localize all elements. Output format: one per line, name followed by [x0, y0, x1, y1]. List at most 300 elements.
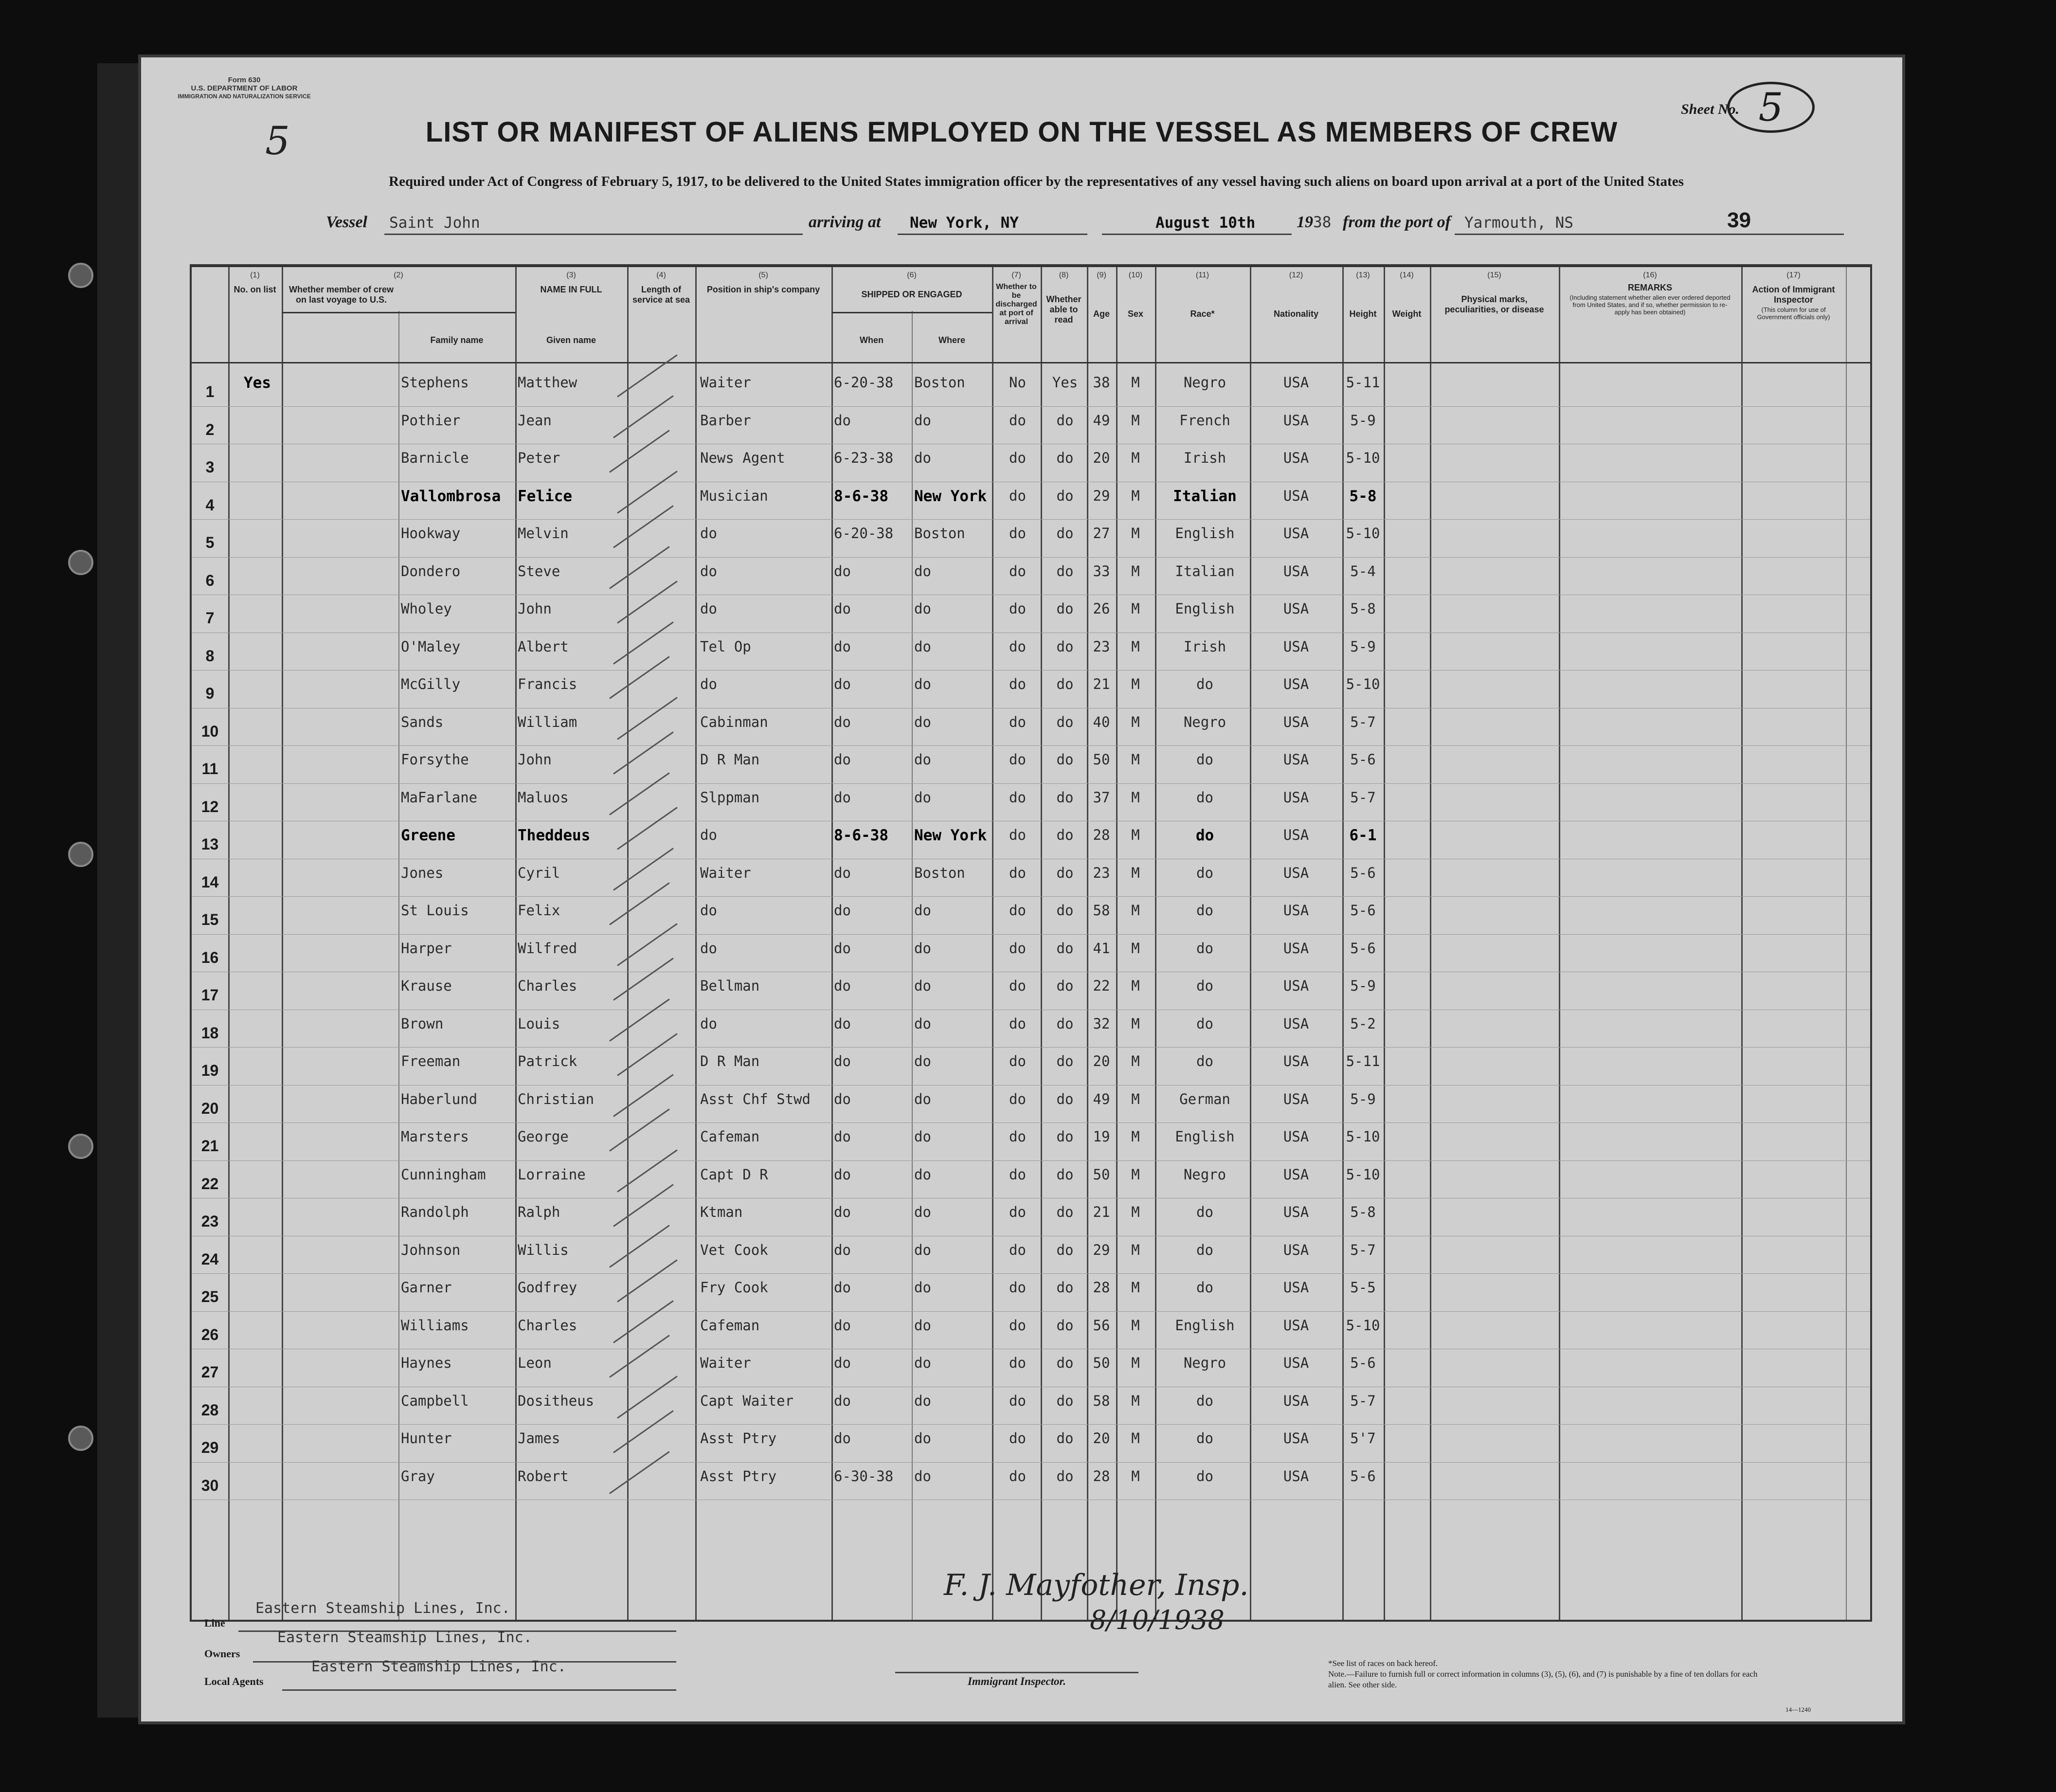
cell-given-name: Dositheus — [518, 1392, 595, 1409]
cell-discharged: do — [1009, 1430, 1026, 1447]
cell-sex: M — [1131, 1430, 1140, 1447]
cell-nationality: USA — [1283, 902, 1309, 919]
cell-race: Italian — [1173, 487, 1237, 505]
cell-race: English — [1175, 600, 1235, 617]
cell-position: Tel Op — [700, 638, 751, 655]
cell-given-name: Steve — [518, 562, 560, 579]
cell-row-number: 29 — [201, 1439, 219, 1456]
cell-sex: M — [1131, 827, 1140, 843]
cell-shipped-where: do — [914, 676, 931, 692]
cell-row-number: 11 — [201, 760, 218, 778]
cell-position: Waiter — [700, 1355, 751, 1371]
cell-row-number: 22 — [201, 1175, 219, 1193]
cell-sex: M — [1131, 600, 1140, 617]
cell-sex: M — [1131, 525, 1140, 542]
cell-row-number: 24 — [201, 1250, 219, 1268]
cell-shipped-when: do — [834, 1015, 851, 1032]
cell-age: 22 — [1093, 977, 1110, 994]
cell-shipped-where: do — [914, 1128, 931, 1145]
cell-age: 29 — [1093, 487, 1110, 504]
cell-position: do — [700, 940, 717, 957]
col-2-header: Whether member of crew on last voyage to U.S. — [289, 285, 394, 305]
cell-age: 28 — [1093, 827, 1110, 843]
cell-able-to-read: do — [1056, 638, 1074, 655]
table-row — [192, 369, 1870, 407]
vessel-label: Vessel — [326, 213, 367, 231]
cell-discharged: do — [1009, 676, 1026, 692]
cell-shipped-when: 6-20-38 — [834, 374, 894, 391]
cell-family-name: Haberlund — [401, 1090, 478, 1107]
cell-discharged: do — [1009, 1392, 1026, 1409]
cell-family-name: Pothier — [401, 412, 461, 429]
cell-shipped-when: do — [834, 562, 851, 579]
cell-nationality: USA — [1283, 1015, 1309, 1032]
col-1-header: No. on list — [234, 285, 276, 294]
cell-height: 5-10 — [1346, 676, 1380, 692]
cell-shipped-when: do — [834, 638, 851, 655]
cell-position: Asst Ptry — [700, 1430, 777, 1447]
line-value: Eastern Steamship Lines, Inc. — [255, 1600, 510, 1617]
cell-sex: M — [1131, 1317, 1140, 1334]
cell-shipped-where: do — [914, 1053, 931, 1069]
cell-shipped-where: do — [914, 1204, 931, 1220]
cell-sex: M — [1131, 940, 1140, 957]
cell-race: Negro — [1183, 713, 1226, 730]
cell-nationality: USA — [1283, 1392, 1309, 1409]
cell-race: do — [1196, 1430, 1213, 1447]
cell-given-name: Maluos — [518, 789, 569, 806]
cell-able-to-read: do — [1056, 1053, 1074, 1069]
cell-row-number: 18 — [201, 1024, 219, 1042]
col-3-number: (3) — [566, 271, 576, 279]
cell-given-name: George — [518, 1128, 569, 1145]
cell-sex: M — [1131, 1015, 1140, 1032]
header-rule — [831, 312, 992, 313]
cell-discharged: do — [1009, 977, 1026, 994]
cell-nationality: USA — [1283, 1090, 1309, 1107]
table-row — [192, 746, 1870, 784]
cell-discharged: do — [1009, 827, 1026, 843]
cell-age: 33 — [1093, 562, 1110, 579]
cell-row-number: 27 — [201, 1363, 219, 1381]
cell-shipped-where: do — [914, 1355, 931, 1371]
binder-hole — [68, 550, 93, 575]
cell-height: 5-6 — [1350, 864, 1376, 881]
table-row — [192, 822, 1870, 859]
cell-discharged: do — [1009, 562, 1026, 579]
from-port-label: from the port of — [1343, 213, 1451, 231]
cell-shipped-when: do — [834, 1053, 851, 1069]
cell-given-name: Cyril — [518, 864, 560, 881]
cell-position: D R Man — [700, 1053, 760, 1069]
cell-row-number: 6 — [205, 571, 215, 589]
table-row — [192, 1312, 1870, 1350]
cell-nationality: USA — [1283, 600, 1309, 617]
cell-nationality: USA — [1283, 1166, 1309, 1183]
cell-position: Slppman — [700, 789, 760, 806]
cell-family-name: Hookway — [401, 525, 461, 542]
cell-able-to-read: do — [1056, 676, 1074, 692]
table-row — [192, 1463, 1870, 1501]
cell-height: 5-7 — [1350, 1241, 1376, 1258]
inspector-signature: F. J. Mayfother, Insp. — [944, 1568, 1249, 1602]
table-row — [192, 483, 1870, 520]
cell-shipped-when: 6-23-38 — [834, 450, 894, 466]
cell-able-to-read: do — [1056, 1204, 1074, 1220]
col-6-number: (6) — [907, 271, 917, 279]
cell-position: Vet Cook — [700, 1241, 768, 1258]
cell-nationality: USA — [1283, 1430, 1309, 1447]
cell-given-name: Felice — [518, 487, 572, 505]
agents-rule — [282, 1689, 676, 1691]
cell-position: Waiter — [700, 864, 751, 881]
cell-race: do — [1196, 1279, 1213, 1296]
cell-sex: M — [1131, 751, 1140, 768]
col-17-number: (17) — [1786, 271, 1801, 279]
cell-shipped-where: do — [914, 600, 931, 617]
cell-height: 5-6 — [1350, 1467, 1376, 1484]
cell-row-number: 16 — [201, 948, 219, 966]
cell-position: do — [700, 600, 717, 617]
cell-shipped-when: do — [834, 713, 851, 730]
line-label: Line — [204, 1617, 225, 1629]
cell-height: 5-8 — [1349, 487, 1377, 505]
cell-able-to-read: do — [1056, 412, 1074, 429]
cell-family-name: Vallombrosa — [401, 487, 501, 505]
col-7-header: Whether to be discharged at port of arrival — [995, 283, 1037, 326]
cell-discharged: do — [1009, 450, 1026, 466]
cell-discharged: do — [1009, 1015, 1026, 1032]
cell-shipped-when: do — [834, 977, 851, 994]
cell-shipped-when: do — [834, 1241, 851, 1258]
sheet-number: 5 — [1727, 82, 1815, 133]
cell-given-name: Jean — [518, 412, 552, 429]
cell-race: French — [1179, 412, 1230, 429]
cell-family-name: McGilly — [401, 676, 461, 692]
cell-shipped-where: do — [914, 450, 931, 466]
cell-nationality: USA — [1283, 1241, 1309, 1258]
year-prefix: 19 — [1297, 213, 1313, 231]
cell-race: do — [1195, 827, 1214, 844]
binder-strip — [97, 63, 141, 1718]
cell-given-name: Theddeus — [518, 827, 591, 844]
cell-row-number: 12 — [201, 797, 219, 815]
col-8-header: Whether able to read — [1046, 294, 1082, 325]
cell-shipped-where: do — [914, 1317, 931, 1334]
cell-family-name: St Louis — [401, 902, 469, 919]
table-row — [192, 596, 1870, 633]
cell-crew-last-voyage: Yes — [244, 374, 271, 392]
handwritten-list-number: 5 — [265, 118, 290, 163]
col-16-subheader: (Including statement whether alien ever ordered deported from United States, and if so, whether permission to re-apply has been obtained) — [1569, 294, 1731, 316]
cell-height: 5-9 — [1350, 638, 1376, 655]
cell-shipped-when: 6-20-38 — [834, 525, 894, 542]
cell-height: 5-10 — [1346, 1166, 1380, 1183]
cell-family-name: Randolph — [401, 1204, 469, 1220]
cell-row-number: 20 — [201, 1099, 219, 1117]
header-rule — [282, 312, 515, 313]
table-row — [192, 671, 1870, 708]
cell-given-name: Matthew — [518, 374, 577, 391]
cell-family-name: Harper — [401, 940, 452, 957]
table-row — [192, 860, 1870, 897]
table-row — [192, 1388, 1870, 1425]
cell-given-name: Patrick — [518, 1053, 577, 1069]
cell-height: 5-10 — [1346, 525, 1380, 542]
cell-given-name: Willis — [518, 1241, 569, 1258]
cell-shipped-when: do — [834, 412, 851, 429]
cell-nationality: USA — [1283, 864, 1309, 881]
table-row — [192, 1199, 1870, 1236]
cell-discharged: do — [1009, 713, 1026, 730]
service-name: IMMIGRATION AND NATURALIZATION SERVICE — [178, 93, 311, 100]
cell-able-to-read: do — [1056, 902, 1074, 919]
cell-given-name: Robert — [518, 1467, 569, 1484]
cell-row-number: 21 — [201, 1137, 219, 1155]
col-15-number: (15) — [1487, 271, 1501, 279]
cell-age: 49 — [1093, 1090, 1110, 1107]
cell-age: 28 — [1093, 1467, 1110, 1484]
cell-family-name: Hunter — [401, 1430, 452, 1447]
arriving-label: arriving at — [809, 213, 881, 231]
col-10-number: (10) — [1128, 271, 1143, 279]
cell-race: English — [1175, 1317, 1235, 1334]
cell-shipped-where: do — [914, 902, 931, 919]
cell-row-number: 2 — [205, 420, 215, 438]
cell-height: 5-6 — [1350, 940, 1376, 957]
department-name: U.S. DEPARTMENT OF LABOR — [191, 84, 298, 92]
cell-position: do — [700, 525, 717, 542]
cell-row-number: 25 — [201, 1288, 219, 1305]
form-number: Form 630 — [228, 76, 261, 84]
col-6-where-header: Where — [938, 335, 965, 345]
binder-hole — [68, 263, 93, 288]
cell-shipped-where: do — [914, 1166, 931, 1183]
table-row — [192, 1237, 1870, 1274]
manifest-table — [190, 264, 1872, 1622]
cell-age: 23 — [1093, 864, 1110, 881]
table-row — [192, 709, 1870, 746]
cell-able-to-read: do — [1056, 450, 1074, 466]
col-12-number: (12) — [1289, 271, 1303, 279]
cell-nationality: USA — [1283, 1355, 1309, 1371]
table-row — [192, 1161, 1870, 1199]
cell-height: 5-6 — [1350, 902, 1376, 919]
cell-sex: M — [1131, 1467, 1140, 1484]
penalty-note: Note.—Failure to furnish full or correct information in columns (3), (5), (6), and (7) is punishable by a fine of ten dollars for each alien. See other side. — [1328, 1669, 1758, 1689]
cell-given-name: Godfrey — [518, 1279, 577, 1296]
cell-position: Waiter — [700, 374, 751, 391]
cell-shipped-when: do — [834, 940, 851, 957]
cell-given-name: Christian — [518, 1090, 595, 1107]
cell-age: 50 — [1093, 1355, 1110, 1371]
cell-shipped-when: do — [834, 676, 851, 692]
cell-shipped-where: Boston — [914, 374, 965, 391]
table-row — [192, 407, 1870, 445]
cell-height: 6-1 — [1349, 827, 1377, 844]
cell-age: 56 — [1093, 1317, 1110, 1334]
cell-nationality: USA — [1283, 638, 1309, 655]
cell-nationality: USA — [1283, 1279, 1309, 1296]
cell-height: 5-8 — [1350, 1204, 1376, 1220]
cell-given-name: Melvin — [518, 525, 569, 542]
page-title: LIST OR MANIFEST OF ALIENS EMPLOYED ON THE VESSEL AS MEMBERS OF CREW — [425, 116, 1618, 148]
cell-sex: M — [1131, 638, 1140, 655]
cell-race: do — [1196, 751, 1213, 768]
cell-position: Musician — [700, 487, 768, 504]
cell-race: English — [1175, 1128, 1235, 1145]
cell-able-to-read: do — [1056, 940, 1074, 957]
cell-able-to-read: do — [1056, 525, 1074, 542]
cell-age: 50 — [1093, 751, 1110, 768]
cell-race: do — [1196, 1015, 1213, 1032]
table-row — [192, 634, 1870, 671]
binder-hole — [68, 1134, 93, 1159]
cell-discharged: do — [1009, 1355, 1026, 1371]
binder-hole — [68, 1426, 93, 1451]
cell-height: 5-8 — [1350, 600, 1376, 617]
cell-discharged: do — [1009, 789, 1026, 806]
cell-able-to-read: do — [1056, 864, 1074, 881]
cell-shipped-when: do — [834, 1166, 851, 1183]
cell-height: 5-10 — [1346, 450, 1380, 466]
cell-able-to-read: do — [1056, 789, 1074, 806]
form-code: 14—1240 — [1785, 1706, 1811, 1713]
page-subtitle: Required under Act of Congress of February 5, 1917, to be delivered to the United States immigration officer by the representatives of any vessel having such aliens on board upon arrival at a port of the United States — [389, 174, 1684, 189]
cell-row-number: 13 — [201, 835, 219, 853]
cell-position: do — [700, 827, 717, 843]
cell-shipped-when: 8-6-38 — [834, 827, 888, 844]
cell-shipped-when: do — [834, 1128, 851, 1145]
cell-race: Irish — [1183, 450, 1226, 466]
cell-able-to-read: do — [1056, 827, 1074, 843]
cell-nationality: USA — [1283, 789, 1309, 806]
cell-shipped-when: do — [834, 600, 851, 617]
signature-date: 8/10/1938 — [1090, 1605, 1225, 1635]
cell-nationality: USA — [1283, 487, 1309, 504]
cell-shipped-where: do — [914, 1467, 931, 1484]
cell-discharged: do — [1009, 751, 1026, 768]
cell-nationality: USA — [1283, 525, 1309, 542]
col-7-number: (7) — [1011, 271, 1021, 279]
cell-shipped-when: 8-6-38 — [834, 487, 888, 505]
col-3-family-header: Family name — [430, 335, 484, 345]
cell-shipped-when: do — [834, 864, 851, 881]
col-12-header: Nationality — [1273, 309, 1318, 319]
arrival-date: August 10th — [1155, 214, 1256, 232]
col-11-header: Race* — [1190, 309, 1215, 319]
cell-family-name: Campbell — [401, 1392, 469, 1409]
col-14-header: Weight — [1392, 309, 1422, 319]
col-14-number: (14) — [1400, 271, 1414, 279]
cell-family-name: Cunningham — [401, 1166, 486, 1183]
cell-position: D R Man — [700, 751, 760, 768]
cell-nationality: USA — [1283, 450, 1309, 466]
col-6-when-header: When — [860, 335, 884, 345]
cell-height: 5'7 — [1350, 1430, 1376, 1447]
cell-row-number: 26 — [201, 1325, 219, 1343]
cell-row-number: 7 — [205, 609, 215, 627]
cell-family-name: Dondero — [401, 562, 461, 579]
cell-family-name: Forsythe — [401, 751, 469, 768]
cell-shipped-where: Boston — [914, 525, 965, 542]
cell-family-name: Williams — [401, 1317, 469, 1334]
cell-nationality: USA — [1283, 562, 1309, 579]
cell-shipped-when: do — [834, 902, 851, 919]
cell-shipped-where: do — [914, 1430, 931, 1447]
cell-nationality: USA — [1283, 374, 1309, 391]
cell-shipped-where: do — [914, 1392, 931, 1409]
col-2-number: (2) — [394, 271, 403, 279]
cell-shipped-where: do — [914, 713, 931, 730]
col-13-number: (13) — [1356, 271, 1370, 279]
cell-row-number: 15 — [201, 911, 219, 928]
cell-height: 5-2 — [1350, 1015, 1376, 1032]
cell-family-name: Sands — [401, 713, 444, 730]
table-row — [192, 897, 1870, 935]
cell-shipped-where: do — [914, 751, 931, 768]
cell-height: 5-9 — [1350, 977, 1376, 994]
cell-given-name: John — [518, 600, 552, 617]
cell-able-to-read: do — [1056, 1279, 1074, 1296]
cell-discharged: do — [1009, 525, 1026, 542]
cell-age: 37 — [1093, 789, 1110, 806]
cell-shipped-where: Boston — [914, 864, 965, 881]
cell-height: 5-6 — [1350, 1355, 1376, 1371]
cell-race: do — [1196, 1053, 1213, 1069]
col-5-number: (5) — [758, 271, 768, 279]
cell-race: do — [1196, 789, 1213, 806]
manifest-sheet — [141, 57, 1902, 1721]
cell-age: 50 — [1093, 1166, 1110, 1183]
cell-race: English — [1175, 525, 1235, 542]
cell-shipped-where: do — [914, 977, 931, 994]
cell-row-number: 9 — [205, 685, 215, 702]
cell-discharged: do — [1009, 600, 1026, 617]
cell-shipped-where: do — [914, 1241, 931, 1258]
cell-position: Ktman — [700, 1204, 743, 1220]
cell-position: Asst Chf Stwd — [700, 1090, 811, 1107]
cell-sex: M — [1131, 1090, 1140, 1107]
cell-shipped-when: do — [834, 1317, 851, 1334]
cell-nationality: USA — [1283, 1053, 1309, 1069]
immigrant-inspector-label: Immigrant Inspector. — [895, 1672, 1138, 1688]
cell-position: Cafeman — [700, 1128, 760, 1145]
cell-row-number: 23 — [201, 1213, 219, 1230]
col-6-header: SHIPPED OR ENGAGED — [861, 290, 962, 299]
cell-family-name: Krause — [401, 977, 452, 994]
cell-position: do — [700, 676, 717, 692]
table-row — [192, 1350, 1870, 1387]
cell-shipped-where: do — [914, 1015, 931, 1032]
cell-nationality: USA — [1283, 1467, 1309, 1484]
cell-sex: M — [1131, 1053, 1140, 1069]
cell-sex: M — [1131, 1355, 1140, 1371]
cell-race: Italian — [1175, 562, 1235, 579]
cell-shipped-when: do — [834, 789, 851, 806]
year-value: 38 — [1313, 214, 1332, 231]
from-port: Yarmouth, NS — [1464, 214, 1573, 232]
cell-family-name: Wholey — [401, 600, 452, 617]
cell-sex: M — [1131, 1279, 1140, 1296]
cell-position: News Agent — [700, 450, 785, 466]
cell-given-name: Louis — [518, 1015, 560, 1032]
cell-age: 21 — [1093, 676, 1110, 692]
cell-discharged: No — [1009, 374, 1026, 391]
form-identifier — [157, 76, 332, 101]
cell-height: 5-7 — [1350, 789, 1376, 806]
cell-given-name: Charles — [518, 1317, 577, 1334]
